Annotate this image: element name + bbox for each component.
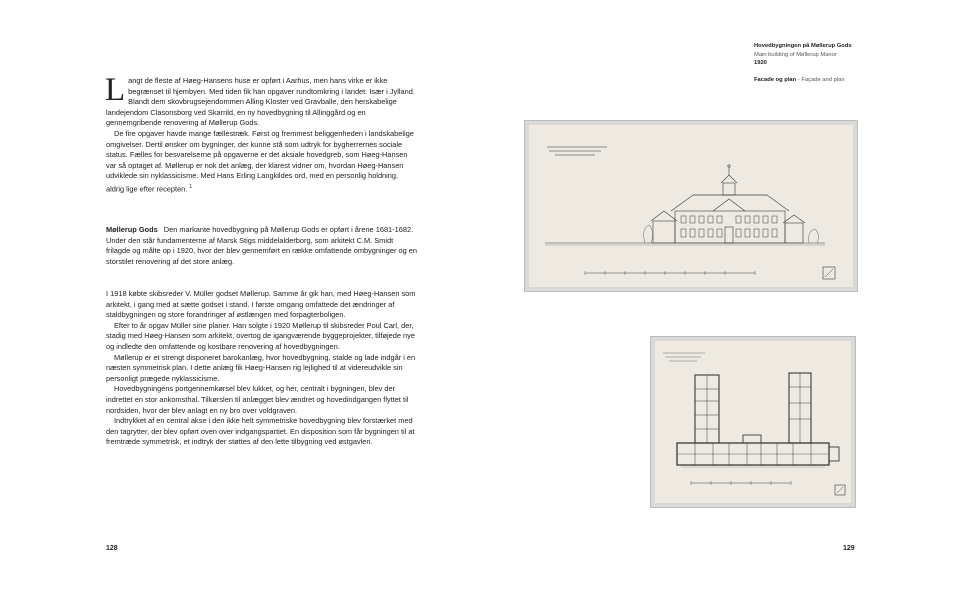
section-mollerup (106, 225, 418, 267)
page-number-left: 128 (106, 545, 118, 552)
body-text-column (105, 72, 418, 195)
caption-separator: - (796, 77, 802, 84)
section-heading: Møllerup Gods (106, 225, 158, 234)
floor-plan-icon (651, 337, 857, 509)
paragraph-mollerup-intro (106, 225, 418, 267)
paragraph-common-features (106, 129, 418, 195)
paragraph-1918: I 1918 købte skibsreder V. Müller godset Møllerup. Samme år gik han, med Høeg-Hansen som arkitekt, i gang med at sætte godset i stand. I første omgang omfattede det ændringer af staldbygningen og store forandringer af østlængen med forpagterboligen. (106, 289, 416, 320)
paragraph-intro (105, 72, 418, 129)
paragraph-common-features-text: De fire opgaver havde mange fællestræk. Først og fremmest beliggenheden i landskabelige omgivelser. Dertil ønsker om bygninger, der kunne stå som udtryk for bygherrernes sociale status. Fælles for besvarelserne på opgaverne er det aksiale hovedgreb, som Høeg-Hansen var så optaget af. Møllerup er nok det anlæg, der klarest vidner om, hvordan Høeg-Hansen udviklede sin nyklassicisme. Med Hans Erling Langkildes ord, med en personlig holdning, aldrig lige efter recepten. (106, 128, 414, 194)
figure-caption (754, 42, 904, 85)
paragraph-mollerup-intro-text: Den markante hovedbygning på Møllerup Gods er opført i årene 1681-1682. Under den står fundamenterne af Marsk Stigs middelalderborg, som arkitekt C.M. Smidt frilagde og målte op i 1920, hvor der blev gennemført en række omfattende ombygninger og en storstilet renovering af det store anlæg. (106, 225, 417, 266)
caption-drawing-label-en: Façade and plan (801, 77, 845, 84)
body-text-column-2 (106, 289, 418, 448)
caption-drawing-label-da: Facade og plan (754, 77, 797, 84)
paragraph-entrance-hall: Hovedbygningens portgennemkørsel blev lukket, og her, centralt i bygningen, blev der indrettet en stor ankomsthal. Tilkørslen til anlægget blev ændret og hovedindgangen flyttet til nordsiden, hvor der blev anlagt en ny bro over voldgraven. (106, 384, 409, 415)
caption-title: Hovedbygningen på Møllerup Gods (754, 43, 852, 49)
caption-drawing-label (754, 76, 904, 85)
facade-drawing (524, 120, 858, 292)
facade-elevation-icon (525, 121, 859, 293)
paragraph-1920: Efter to år opgav Müller sine planer. Han solgte i 1920 Møllerup til skibsreder Poul Carl, der, stadig med Høeg-Hansen som arkitekt, overtog de igangværende byggeprojekter, tilføjede nye og indledte den omfattende og kostbare renovering af hovedbygningen. (106, 320, 415, 351)
paragraph-axis: Indtrykket af en central akse i den ikke helt symmetriske hovedbygning blev forstærket med den tagrytter, der blev opført oven over indgangspartiet. En disposition som får bygningen til at fremtræde symmetrisk, et indtryk der støttes af den lette tilbygning ved østgavlen. (106, 416, 415, 447)
page-number-right: 129 (843, 545, 855, 552)
footnote-marker: 1 (189, 183, 193, 190)
paragraph-intro-text: angt de fleste af Høeg-Hansens huse er opført i Aarhus, men hans virke er ikke begrænset til hjembyen. Med tiden fik han opgaver rundtomkring i landet. Især i Jylland. Blandt dem skovbrugsejendommen Alling Kloster ved Gravballe, den herskabelige landejendom Clasonsborg ved Skarrild, en ny hovedbygning til Allinggård og en gennemgribende renovering af Møllerup Gods. (106, 76, 415, 128)
paragraph-baroque: Møllerup er et strengt disponeret barokanlæg, hvor hovedbygning, stalde og lade indgår i en næsten symmetrisk plan. I dette anlæg fik Høeg-Hansen rig lejlighed til at videreudvikle sin personligt prægede nyklassicisme. (106, 352, 416, 383)
plan-drawing (650, 336, 856, 508)
caption-subtitle: Main building of Møllerup Manor (754, 51, 837, 58)
drop-cap: L (105, 72, 126, 108)
caption-year: 1920 (754, 60, 767, 67)
